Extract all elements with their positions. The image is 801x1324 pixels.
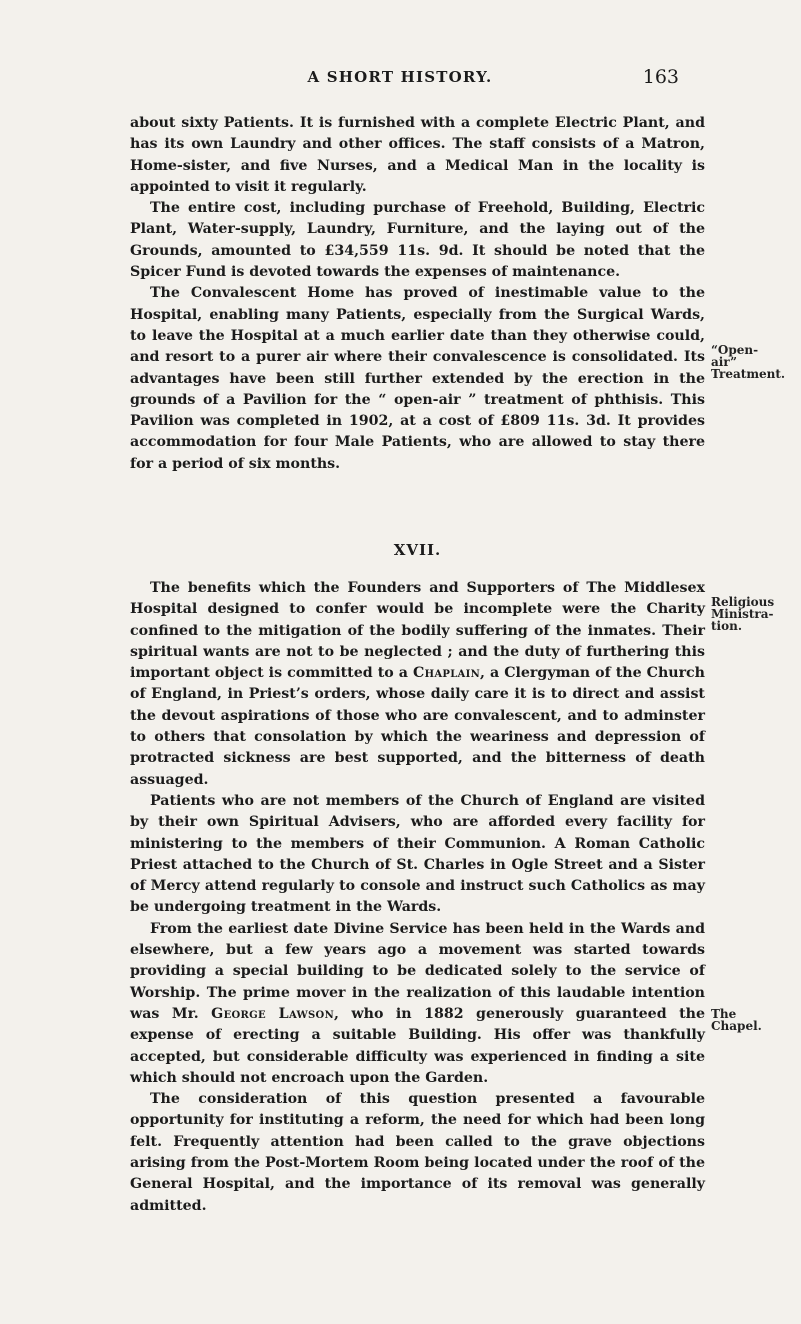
person-name: George Lawson (211, 1005, 335, 1022)
text-run: , a Clergyman of the Church of England, in Priest’s orders, whose daily care it is to direct and assist the devout aspirations of those who are convalescent, and to adminster to others that consolation by which the weariness and depression of protracted sickness are best supported, and the bitterness of death assuaged. (130, 665, 705, 788)
margin-note-line: Chapel. (711, 1019, 762, 1033)
paragraph: The entire cost, including purchase of Freehold, Building, Electric Plant, Water-supply, Laundry, Furniture, and the laying out of the Grounds, amounted to £34,559 11s. 9d. It should be noted that the Spicer Fund is devoted towards the expenses of maintenance. (130, 200, 705, 281)
paragraph-chapel (130, 919, 705, 1089)
margin-note-line: air” (711, 355, 737, 369)
paragraph: Patients who are not members of the Church of England are visited by their own Spiritual Advisers, who are afforded every facility for ministering to the members of their Communion. A Roman Catholic Priest attached to the Church of St. Charles in Ogle Street and a Sister of Mercy attend regularly to console and instruct such Catholics as may be undergoing treatment in the Wards. (130, 792, 705, 916)
text-run: The benefits which the Founders and Supporters of The Middlesex Hospital designed to confer would be incomplete were the Charity confined to the mitigation of the bodily suffering of the inmates. Their spiritual wants are not to be neglected ; and the duty of furthering this important object is committed to a (130, 580, 705, 682)
margin-note-chapel (711, 1008, 793, 1032)
text-block-convalescent-home (130, 113, 705, 475)
margin-note-line: Treatment. (711, 367, 786, 381)
margin-note-line: “Open- (711, 343, 759, 357)
text-run: , who in 1882 generously guaranteed the expense of erecting a suitable Building. His offer was thankfully accepted, but considerable difficulty was experienced in finding a site which should not encroach upon the Garden. (130, 1005, 705, 1086)
section-number: XVII. (393, 541, 442, 559)
paragraph: about sixty Patients. It is furnished with a complete Electric Plant, and has its own Laundry and other offices. The staff consists of a Matron, Home-sister, and five Nurses, and a Medical Man in the locality is appointed to visit it regularly. (130, 115, 705, 195)
running-title: A SHORT HISTORY. (307, 68, 493, 86)
margin-note-line: Religious (711, 595, 775, 609)
margin-note-religious (711, 596, 793, 632)
running-head (0, 68, 801, 92)
margin-note-line: tion. (711, 619, 743, 633)
margin-note-line: The (711, 1007, 737, 1021)
page-number: 163 (642, 66, 679, 88)
chaplain-term: Chaplain (412, 665, 481, 682)
text-run: From the earliest date Divine Service has been held in the Wards and elsewhere, but a few years ago a movement was started towards providing a special building to be dedicated solely to the service of Worship. The prime mover in the realization of this laudable intention was Mr. (130, 920, 705, 1022)
paragraph: The Convalescent Home has proved of inestimable value to the Hospital, enabling many Patients, especially from the Surgical Wards, to leave the Hospital at a much earlier date than they otherwise could, and resort to a purer air where their convalescence is consolidated. Its advantages have been still further extended by the erection in the grounds of a Pavilion for the “ open-air ” treatment of phthisis. This Pavilion was completed in 1902, at a cost of £809 11s. 3d. It provides accommodation for four Male Patients, who are allowed to stay there for a period of six months. (130, 285, 705, 472)
paragraph: The consideration of this question presented a favourable opportunity for instituting a reform, the need for which had been long felt. Frequently attention had been called to the grave objections arising from the Post-Mortem Room being located under the roof of the General Hospital, and the importance of its removal was generally admitted. (130, 1091, 705, 1214)
paragraph-chaplain (130, 578, 705, 791)
margin-note-line: Ministra- (711, 607, 774, 621)
text-block-religious-ministration (130, 578, 705, 1217)
margin-note-open-air (711, 344, 793, 380)
